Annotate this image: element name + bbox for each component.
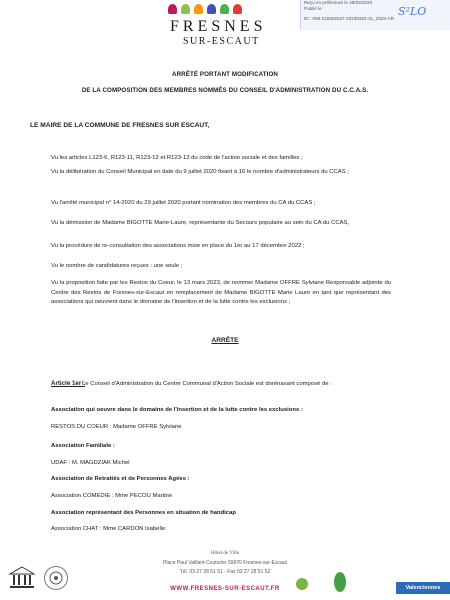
prefecture-stamp [300, 0, 450, 30]
consideration-paragraph: Vu le nombre de candidatures reçues : une seule ; [51, 263, 183, 269]
stamp-id: ID : 059-215902537-20230322-31_2023-AR [304, 16, 394, 21]
town-logo-icons [168, 2, 288, 16]
partner-logos-icon [290, 560, 360, 596]
consideration-paragraph: Vu la procédure de re-consultation des associations mise en place du 1er au 17 décembre 2022 ; [51, 243, 305, 249]
consideration-paragraph: Vu les articles L123-6, R123-11, R123-12 et R123-13 du code de l'action sociale et des familles ; [51, 155, 303, 161]
member-line: RESTOS DU COEUR : Madame OFFRE Sylviane [51, 424, 182, 430]
section-heading: Association de Retraités et de Personnes Agées : [51, 476, 190, 482]
arrete-heading: ARRÊTE [211, 337, 239, 344]
section-heading: Association représentant des Personnes en situation de handicap [51, 510, 236, 516]
member-line: UDAF : M. MAGDZIAK Michel [51, 460, 130, 466]
footer-address: Place Paul Vaillant-Couturier 59970 Fresnes-sur-Escaut [163, 560, 287, 566]
consideration-paragraph: Vu la démission de Madame BIGOTTE Marie-Laure, représentante du Secours populaire au sein du CA du CCAS, [51, 220, 350, 226]
section-heading: Association Familiale : [51, 443, 115, 449]
document-subtitle: DE LA COMPOSITION DES MEMBRES NOMMÉS DU CONSEIL D'ADMINISTRATION DU C.C.A.S. [81, 87, 369, 94]
footer-website-link[interactable]: WWW.FRESNES-SUR-ESCAUT.FR [170, 586, 280, 592]
consideration-paragraph: Vu la délibération du Conseil Municipal en date du 9 juillet 2020 fixant à 16 le nombre d'administrateurs du CCAS ; [51, 169, 349, 175]
valenciennes-logo: Valenciennes [396, 582, 450, 594]
logo-figure-icon [207, 4, 216, 14]
logo-figure-icon [233, 4, 242, 14]
town-name: FRESNES [170, 18, 267, 35]
stamp-received: Reçu en préfecture le 28/03/2023 [304, 0, 373, 5]
document-title: ARRÊTÉ PORTANT MODIFICATION [172, 71, 278, 78]
logo-figure-icon [194, 4, 203, 14]
section-heading: Association qui oeuvre dans le domaine de l'insertion et de la lutte contre les exclusions : [51, 407, 303, 413]
logo-figure-icon [220, 4, 229, 14]
consideration-paragraph: Vu l'arrêté municipal n° 14-2020 du 29 juillet 2020 portant nomination des membres du CA du CCAS ; [51, 200, 316, 206]
mayor-statement: LE MAIRE DE LA COMMUNE DE FRESNES SUR ESCAUT, [30, 122, 210, 129]
logo-figure-icon [181, 4, 190, 14]
member-line: Association COMEDIE : Mme PECOU Martine [51, 493, 173, 499]
consideration-paragraph: Vu la proposition faite par les Restos du Coeur, le 13 mars 2023, de nommer Madame OFFRE Sylviane Responsable adjointe du Centre des Restos de Fresnes-sur-Escaut en remplacement de Madame BIGOTTE Marie Laure en tant que représentant des associations qui oeuvrent dans le domaine de l'insertion et de la lutte contre les exclusions ; [51, 280, 391, 305]
member-line: Association CHAT : Mme CARDON Isabelle [51, 526, 166, 532]
footer-town-hall: Hôtel de Ville [211, 551, 239, 556]
stamp-published: Publié le [304, 6, 322, 11]
article-label: Article 1er : [51, 380, 86, 387]
logo-figure-icon [168, 4, 177, 14]
town-subtitle: SUR-ESCAUT [183, 36, 260, 47]
footer-phone: Tél. 03 27 28 51 51 - Fax 03 27 28 51 52 [179, 569, 271, 575]
stamp-signature-logo: S²LO [398, 5, 427, 18]
article-text: Le Conseil d'Administration du Centre Communal d'Action Sociale est dorénavant composé de : [82, 381, 332, 387]
